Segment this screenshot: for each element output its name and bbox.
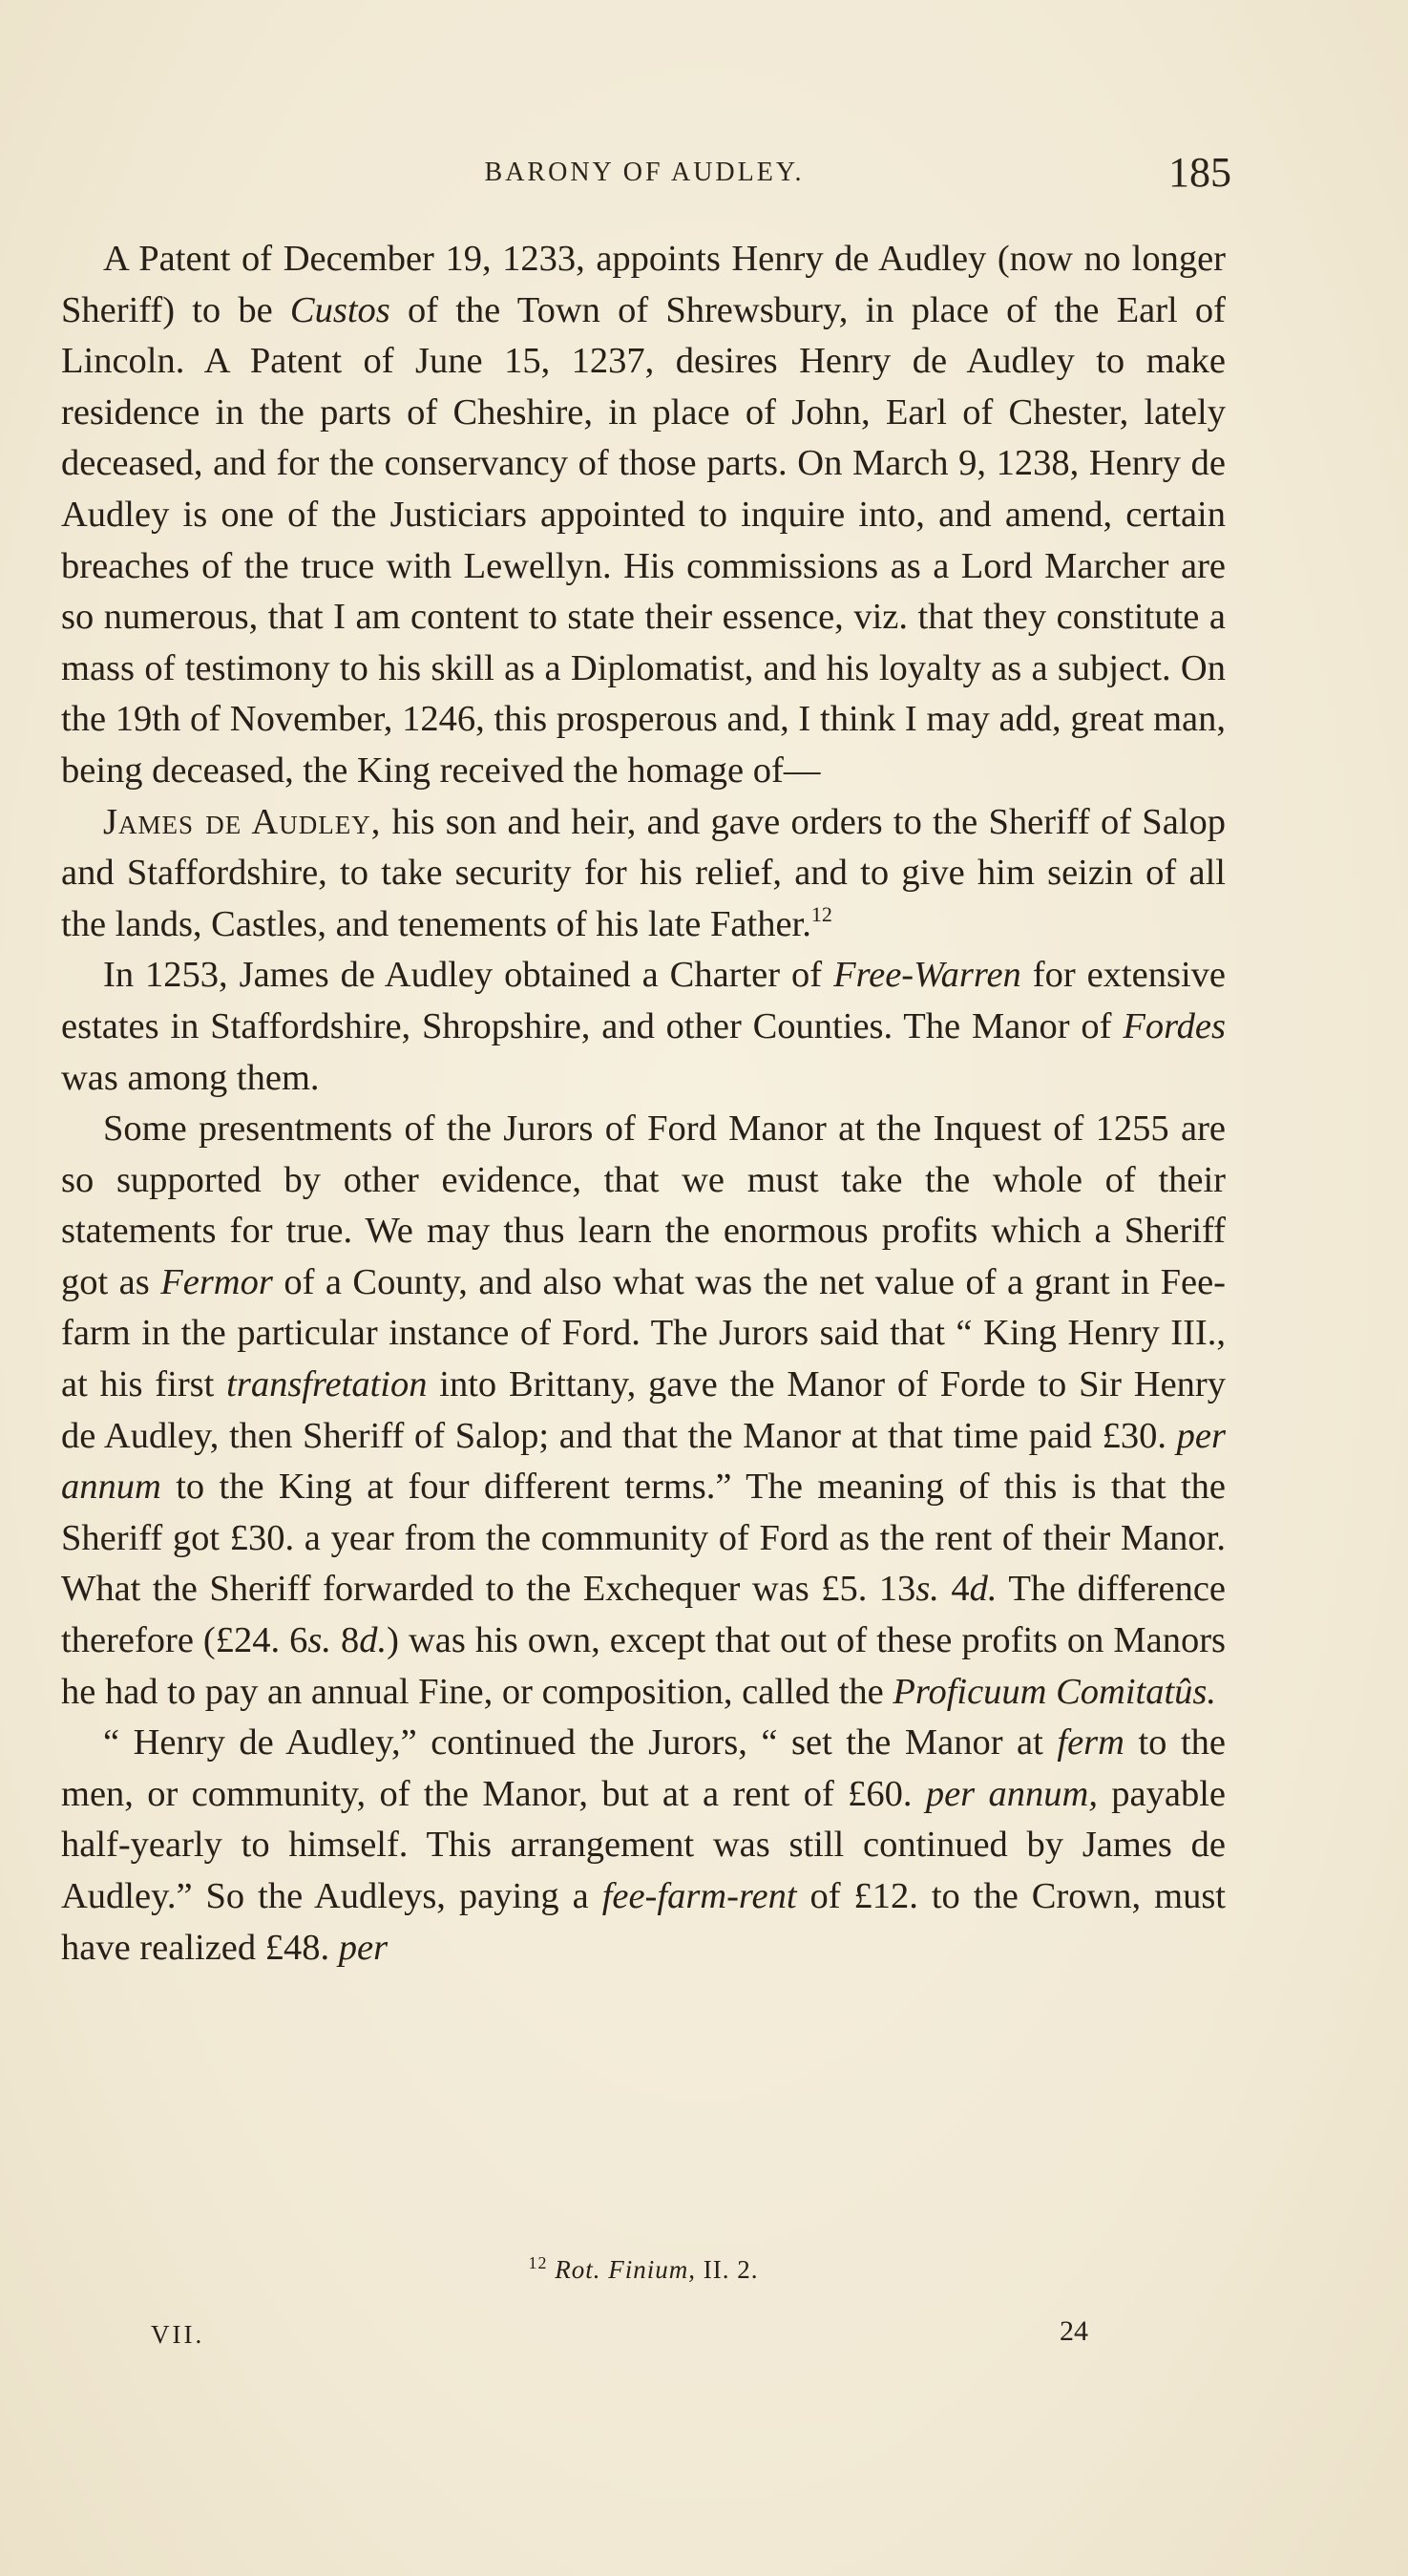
name-james-de-audley: James de Audley, [103,801,382,842]
paragraph-5: “ Henry de Audley,” continued the Jurors, “ set the Manor at ferm to the men, or community, of the Manor, but at a rent of £60. per annum, payable half-yearly to himself. This arrangement was still continued by James de Audley.” So the Audleys, paying a fee-farm-rent of £12. to the Crown, must have realized £48. per [61,1722,1227,1968]
footnote [61,2255,1226,2285]
paragraph-3: In 1253, James de Audley obtained a Charter of Free-Warren for extensive estates in Staffordshire, Shropshire, and other Counties. The Manor of Fordes was among them. [61,955,1226,1098]
running-title: BARONY OF AUDLEY. [484,158,805,187]
paragraph-4: Some presentments of the Jurors of Ford Manor at the Inquest of 1255 are so supported by other evidence, that we must take the whole of their statements for true. We may thus learn the enormous profits which a Sheriff got as Fermor of a County, and also what was the net value of a grant in Fee-farm in the particular instance of Ford. The Jurors said that “ King Henry III., at his first transfretation into Brittany, gave the Manor of Forde to Sir Henry de Audley, then Sheriff of Salop; and that the Manor at that time paid £30. per annum to the King at four different terms.” The meaning of this is that the Sheriff got £30. a year from the community of Ford as the rent of their Manor. What the Sheriff forwarded to the Exchequer was £5. 13s. 4d. The difference therefore (£24. 6s. 8d.) was his own, except that out of these profits on Manors he had to pay an annual Fine, or composition, called the Proficuum Comitatûs. [61,1109,1227,1712]
signature-mark: VII. [151,2320,205,2349]
footnote-source: Rot. Finium, [555,2255,696,2284]
footnote-ref: 12 [810,901,832,926]
footnote-ref-text: II. 2. [696,2255,759,2284]
paragraph-2: James de Audley, his son and heir, and gave orders to the Sheriff of Salop and Staffordshire, to take security for his relief, and to give him seizin of all the lands, Castles, and tenements of his late Father.$^{12}$ [61,801,1226,944]
body-text [61,234,1226,1974]
paragraph-1: A Patent of December 19, 1233, appoints Henry de Audley (now no longer Sheriff) to be Custos of the Town of Shrewsbury, in place of the Earl of Lincoln. A Patent of June 15, 1237, desires Henry de Audley to make residence in the parts of Cheshire, in place of John, Earl of Chester, lately deceased, and for the conservancy of those parts. On March 9, 1238, Henry de Audley is one of the Justiciars appointed to inquire into, and amend, certain breaches of the truce with Lewellyn. His commissions as a Lord Marcher are so numerous, that I am content to state their essence, viz. that they constitute a mass of testimony to his skill as a Diplomatist, and his loyalty as a subject. On the 19th of November, 1246, this prosperous and, I think I may add, great man, being deceased, the King received the homage of— [61,239,1226,791]
running-head [57,148,1231,205]
footnote-number: 12 [528,2253,548,2272]
sheet-number: 24 [1060,2315,1088,2347]
page-number: 185 [1168,149,1231,196]
